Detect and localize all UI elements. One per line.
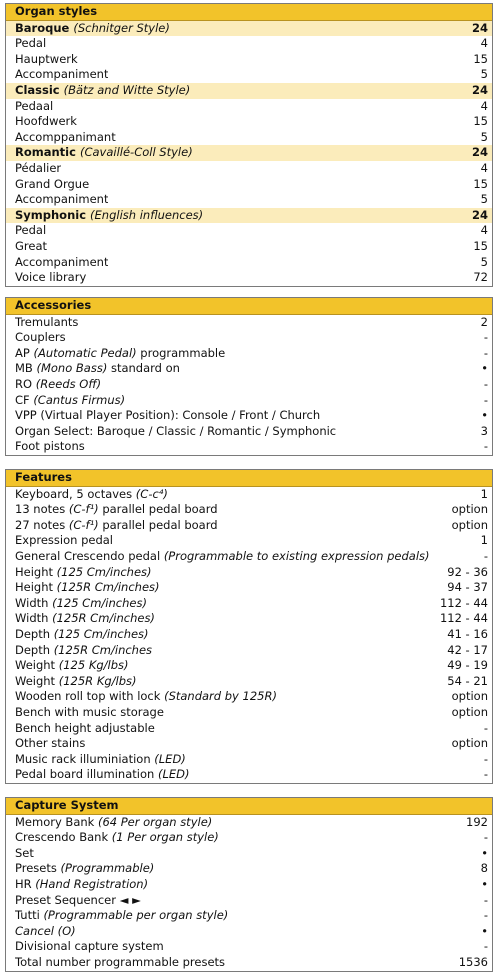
spec-value: 15: [473, 176, 488, 191]
spec-value: •: [481, 845, 488, 860]
spec-label: [15, 315, 78, 331]
spec-label: [15, 752, 186, 768]
spec-label: [15, 377, 101, 393]
section-title: Features: [15, 470, 72, 484]
spec-label-main: Height: [15, 564, 54, 579]
spec-label-main: Accompaniment: [15, 67, 109, 82]
spec-value: •: [481, 876, 488, 891]
spec-row: [6, 689, 492, 705]
spec-label-main: RO: [15, 376, 33, 391]
spec-row: [6, 439, 492, 455]
spec-row: [6, 908, 492, 924]
spec-label: [15, 346, 225, 362]
spec-label: [15, 830, 219, 846]
spec-label-main: 27 notes: [15, 517, 66, 532]
spec-label-main: Keyboard, 5 octaves: [15, 486, 133, 501]
spec-label: [15, 815, 212, 831]
spec-value: -: [483, 751, 488, 766]
spec-label-main: Symphonic: [15, 207, 87, 222]
spec-value: 2: [480, 314, 488, 329]
spec-value: 5: [480, 192, 488, 207]
section-title: Organ styles: [15, 4, 98, 18]
spec-row: [6, 361, 492, 377]
spec-label-main: Width: [15, 595, 49, 610]
style-group-row: [6, 208, 492, 224]
spec-row: [6, 502, 492, 518]
spec-label: [15, 877, 148, 893]
spec-row: [6, 611, 492, 627]
spec-value: 15: [473, 238, 488, 253]
spec-value: -: [483, 548, 488, 563]
spec-label-note: (125 Cm/inches): [53, 626, 149, 641]
spec-label-note: (125R Kg/lbs): [58, 673, 137, 688]
spec-value: 8: [480, 861, 488, 876]
spec-row: [6, 346, 492, 362]
spec-label-main: Weight: [15, 673, 56, 688]
style-group-row: [6, 21, 492, 37]
spec-label: [15, 908, 228, 924]
spec-value: 49 - 19: [447, 658, 488, 673]
spec-label: [15, 705, 164, 721]
spec-label: [15, 767, 189, 783]
spec-label-main: Classic: [15, 82, 60, 97]
spec-label: [15, 192, 108, 208]
spec-label-note: (125R Cm/inches: [53, 642, 153, 657]
spec-label: [15, 424, 336, 440]
spec-label-note: (Programmable per organ style): [43, 908, 229, 923]
spec-label-main: Voice library: [15, 270, 87, 285]
section-title: Capture System: [15, 798, 119, 812]
style-group-row: [6, 145, 492, 161]
spec-label: [15, 518, 218, 534]
spec-label: [15, 627, 149, 643]
spec-label-main: Great: [15, 238, 48, 253]
spec-value: 24: [471, 145, 488, 160]
spec-label: [15, 21, 170, 37]
spec-label-main: Depth: [15, 626, 51, 641]
spec-row: [6, 99, 492, 115]
spec-label: [15, 408, 320, 424]
spec-value: 112 - 44: [439, 611, 488, 626]
spec-row: [6, 161, 492, 177]
spec-label: [15, 177, 89, 193]
spec-label: [15, 487, 168, 503]
spec-label-main: Wooden roll top with lock: [15, 689, 161, 704]
spec-label-main: Expression pedal: [15, 533, 113, 548]
spec-value: 1536: [458, 954, 488, 969]
spec-label-main: Depth: [15, 642, 51, 657]
spec-value: option: [451, 704, 488, 719]
spec-label-main: Pedal board illumination: [15, 767, 155, 782]
spec-label: [15, 239, 47, 255]
spec-value: 5: [480, 129, 488, 144]
spec-row: [6, 487, 492, 503]
spec-value: 24: [471, 82, 488, 97]
section-header: [6, 298, 492, 315]
spec-row: [6, 67, 492, 83]
section-header: [6, 470, 492, 487]
spec-value: -: [483, 439, 488, 454]
spec-row: [6, 52, 492, 68]
spec-row: [6, 939, 492, 955]
spec-value: -: [483, 830, 488, 845]
spec-label-main: Hauptwerk: [15, 51, 78, 66]
spec-row: [6, 177, 492, 193]
spec-label-main: HR: [15, 876, 32, 891]
spec-label-main: Width: [15, 611, 49, 626]
section-title: Accessories: [15, 298, 92, 312]
spec-label-note: (Reeds Off): [35, 376, 102, 391]
spec-label: [15, 67, 108, 83]
spec-label: [15, 36, 46, 52]
spec-label-main: Divisional capture system: [15, 939, 164, 954]
spec-label-main: Other stains: [15, 736, 86, 751]
spec-label-note: (LED): [154, 751, 186, 766]
spec-value: -: [483, 392, 488, 407]
spec-value: -: [483, 330, 488, 345]
spec-label: [15, 52, 78, 68]
spec-row: [6, 767, 492, 783]
spec-label-note: (C-f¹): [68, 517, 99, 532]
spec-label-main: VPP (Virtual Player Position): Console / Front / Church: [15, 408, 321, 423]
spec-row: [6, 130, 492, 146]
spec-value: -: [483, 892, 488, 907]
spec-label-note: (Programmable to existing expression pedals): [163, 548, 430, 563]
spec-row: [6, 330, 492, 346]
spec-value: 24: [471, 207, 488, 222]
spec-label-note: (Bätz and Witte Style): [63, 82, 191, 97]
spec-label: [15, 939, 164, 955]
spec-label: [15, 721, 155, 737]
spec-label-note: (English influences): [90, 207, 204, 222]
spec-value: option: [451, 502, 488, 517]
spec-row: [6, 924, 492, 940]
spec-label-main: Weight: [15, 658, 56, 673]
spec-label-main: Foot pistons: [15, 439, 85, 454]
spec-label: [15, 658, 129, 674]
spec-label-note: (125R Cm/inches): [52, 611, 155, 626]
spec-row: [6, 270, 492, 286]
spec-value: 1: [480, 533, 488, 548]
spec-row: [6, 596, 492, 612]
spec-value: -: [483, 939, 488, 954]
spec-label-main: Hoofdwerk: [15, 114, 77, 129]
spec-value: 24: [471, 20, 488, 35]
spec-row: [6, 424, 492, 440]
spec-value: -: [483, 720, 488, 735]
spec-value: 72: [473, 270, 488, 285]
style-group-row: [6, 83, 492, 99]
spec-value: 112 - 44: [439, 595, 488, 610]
spec-value: 4: [480, 36, 488, 51]
spec-label: [15, 330, 66, 346]
spec-label: [15, 689, 277, 705]
spec-label-note: (Schnitger Style): [73, 20, 170, 35]
spec-label-note: (64 Per organ style): [97, 814, 213, 829]
spec-row: [6, 393, 492, 409]
spec-value: 15: [473, 51, 488, 66]
section-header: [6, 4, 492, 21]
spec-label: [15, 208, 203, 224]
spec-label-note: (Mono Bass): [36, 361, 108, 376]
spec-label: [15, 114, 77, 130]
spec-row: [6, 643, 492, 659]
spec-label-main: Preset Sequencer ◄ ►: [15, 892, 141, 907]
spec-label-main: MB: [15, 361, 33, 376]
spec-value: 5: [480, 254, 488, 269]
spec-value: -: [483, 376, 488, 391]
spec-label: [15, 846, 34, 862]
features-section: [5, 469, 493, 784]
spec-label-main: Bench height adjustable: [15, 720, 155, 735]
spec-row: [6, 752, 492, 768]
spec-value: -: [483, 345, 488, 360]
spec-label-note: (Programmable): [60, 861, 155, 876]
spec-label-main: 13 notes: [15, 502, 66, 517]
spec-label: [15, 611, 155, 627]
spec-label-note: (C-c⁴): [135, 486, 168, 501]
spec-value: option: [451, 689, 488, 704]
spec-label: [15, 393, 125, 409]
spec-label-note: (LED): [157, 767, 190, 782]
spec-value: 15: [473, 114, 488, 129]
spec-label-main: Total number programmable presets: [15, 954, 226, 969]
spec-label-note: (Standard by 125R): [164, 689, 277, 704]
spec-label-main: Accompaniment: [15, 254, 109, 269]
spec-label: [15, 439, 85, 455]
spec-label-main: Memory Bank: [15, 814, 95, 829]
spec-label-main: Pedal: [15, 223, 47, 238]
spec-value: -: [483, 767, 488, 782]
spec-value: 3: [480, 423, 488, 438]
spec-label: [15, 130, 116, 146]
spec-label-main: Organ Select: Baroque / Classic / Romantic / Symphonic: [15, 423, 337, 438]
spec-label-suffix: programmable: [140, 345, 226, 360]
spec-label-main: Height: [15, 580, 54, 595]
section-header: [6, 798, 492, 815]
spec-row: [6, 518, 492, 534]
spec-label-main: Set: [15, 845, 34, 860]
spec-row: [6, 549, 492, 565]
spec-row: [6, 627, 492, 643]
spec-label: [15, 565, 152, 581]
spec-row: [6, 658, 492, 674]
spec-row: [6, 721, 492, 737]
spec-row: [6, 565, 492, 581]
spec-label-main: Couplers: [15, 330, 66, 345]
spec-label-note: Cancel (O): [15, 923, 76, 938]
spec-label-suffix: standard on: [110, 361, 180, 376]
spec-label-main: Tremulants: [15, 314, 79, 329]
spec-value: 42 - 17: [447, 642, 488, 657]
spec-row: [6, 580, 492, 596]
spec-label-note: (C-f¹): [68, 502, 99, 517]
spec-row: [6, 223, 492, 239]
spec-label: [15, 161, 61, 177]
spec-value: 41 - 16: [447, 626, 488, 641]
spec-value: 94 - 37: [447, 580, 488, 595]
spec-label-main: Romantic: [15, 145, 76, 160]
spec-label: [15, 270, 86, 286]
spec-row: [6, 36, 492, 52]
spec-label-note: (125 Cm/inches): [52, 595, 147, 610]
spec-label-main: Pedal: [15, 36, 47, 51]
spec-label-main: Pédalier: [15, 160, 62, 175]
spec-label-main: CF: [15, 392, 30, 407]
spec-label: [15, 861, 154, 877]
spec-row: [6, 192, 492, 208]
spec-row: [6, 674, 492, 690]
spec-label: [15, 736, 85, 752]
spec-label: [15, 361, 180, 377]
spec-row: [6, 830, 492, 846]
spec-label-note: (125 Cm/inches): [56, 564, 152, 579]
spec-label: [15, 533, 113, 549]
spec-row: [6, 377, 492, 393]
spec-row: [6, 315, 492, 331]
spec-label-main: Music rack illuminiation: [15, 751, 151, 766]
spec-row: [6, 239, 492, 255]
spec-label-suffix: parallel pedal board: [102, 502, 218, 517]
spec-value: option: [451, 736, 488, 751]
spec-value: 4: [480, 223, 488, 238]
spec-label: [15, 549, 430, 565]
spec-label-main: Bench with music storage: [15, 704, 164, 719]
spec-label: [15, 924, 76, 940]
spec-label-note: (1 Per organ style): [111, 830, 219, 845]
spec-row: [6, 846, 492, 862]
spec-row: [6, 705, 492, 721]
spec-label-main: Tutti: [15, 908, 40, 923]
spec-label: [15, 255, 108, 271]
spec-label-note: (125R Cm/inches): [56, 580, 160, 595]
spec-label: [15, 83, 190, 99]
spec-label-suffix: parallel pedal board: [102, 517, 218, 532]
spec-label-note: (Automatic Pedal): [33, 345, 137, 360]
spec-value: 4: [480, 98, 488, 113]
spec-label-note: (Cavaillé-Coll Style): [79, 145, 193, 160]
spec-label: [15, 596, 147, 612]
spec-row: [6, 877, 492, 893]
spec-value: •: [481, 923, 488, 938]
spec-value: •: [481, 408, 488, 423]
spec-label: [15, 580, 160, 596]
spec-label-main: AP: [15, 345, 30, 360]
spec-label-main: Pedaal: [15, 98, 54, 113]
spec-value: 92 - 36: [447, 564, 488, 579]
spec-label-main: Accomppanimant: [15, 129, 116, 144]
spec-label: [15, 955, 225, 971]
organ-styles-section: [5, 3, 493, 287]
spec-row: [6, 408, 492, 424]
spec-row: [6, 955, 492, 971]
spec-label-main: Accompaniment: [15, 192, 109, 207]
spec-value: 192: [466, 814, 488, 829]
spec-label: [15, 643, 152, 659]
spec-row: [6, 815, 492, 831]
spec-row: [6, 114, 492, 130]
spec-label-note: (Hand Registration): [35, 876, 149, 891]
spec-value: 54 - 21: [447, 673, 488, 688]
spec-row: [6, 533, 492, 549]
spec-label-main: Crescendo Bank: [15, 830, 109, 845]
spec-label: [15, 223, 46, 239]
spec-label: [15, 502, 218, 518]
spec-row: [6, 861, 492, 877]
spec-value: •: [481, 361, 488, 376]
accessories-section: [5, 297, 493, 456]
spec-label-note: (125 Kg/lbs): [58, 658, 129, 673]
spec-label: [15, 99, 53, 115]
spec-label-main: Presets: [15, 861, 57, 876]
spec-label: [15, 145, 193, 161]
spec-label: [15, 674, 137, 690]
spec-label-main: General Crescendo pedal: [15, 548, 161, 563]
spec-row: [6, 736, 492, 752]
capture-system-section: [5, 797, 493, 972]
spec-value: option: [451, 517, 488, 532]
spec-label: [15, 893, 141, 909]
spec-row: [6, 255, 492, 271]
spec-value: 5: [480, 67, 488, 82]
spec-label-main: Baroque: [15, 20, 70, 35]
spec-row: [6, 893, 492, 909]
spec-label-note: (Cantus Firmus): [33, 392, 126, 407]
spec-label-main: Grand Orgue: [15, 176, 90, 191]
spec-value: 1: [480, 486, 488, 501]
spec-value: 4: [480, 160, 488, 175]
spec-value: -: [483, 908, 488, 923]
